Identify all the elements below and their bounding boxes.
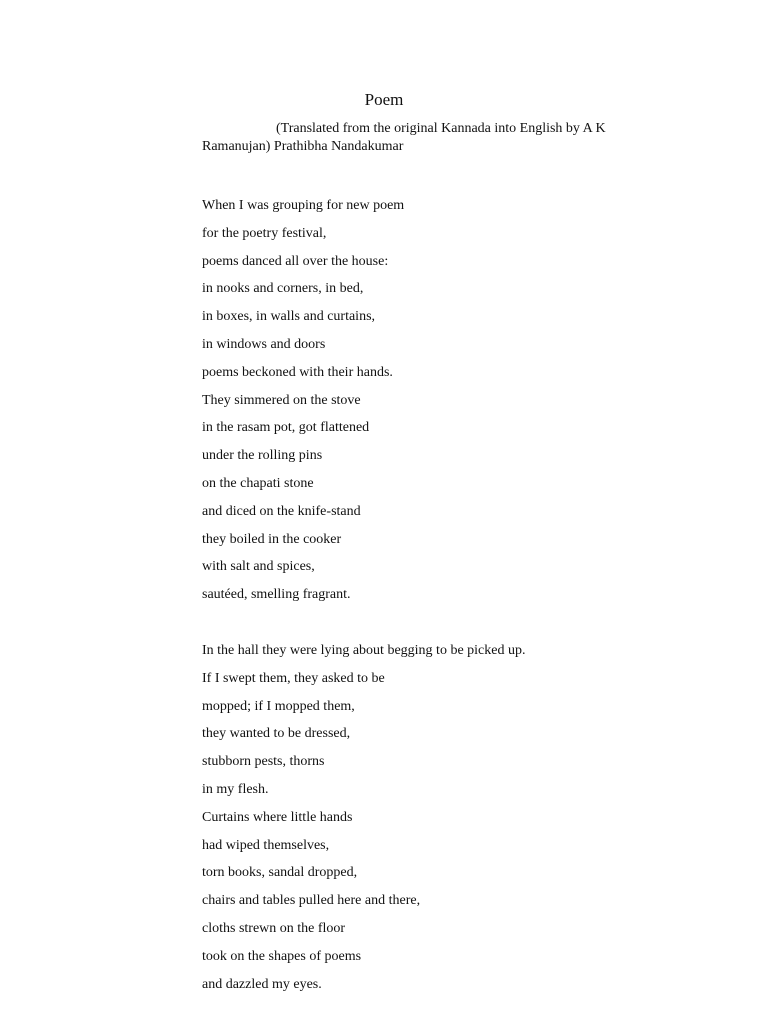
poem-line: When I was grouping for new poem <box>202 198 405 213</box>
poem-line: mopped; if I mopped them, <box>202 698 355 714</box>
poem-line: sautéed, smelling fragrant. <box>202 587 351 603</box>
poem-line: with salt and spices, <box>202 559 315 575</box>
poem-line: in boxes, in walls and curtains, <box>202 309 376 325</box>
poem-line: poems danced all over the house: <box>202 253 389 269</box>
poem-line: cloths strewn on the floor <box>202 920 346 936</box>
poem-line: in nooks and corners, in bed, <box>202 281 364 297</box>
poem-title-text: Poem <box>364 90 404 109</box>
poem-line: under the rolling pins <box>202 448 323 464</box>
poem-line: they boiled in the cooker <box>202 531 342 547</box>
poem-body <box>202 192 682 998</box>
poem-line: took on the shapes of poems <box>202 948 362 964</box>
poem-line: poems beckoned with their hands. <box>202 364 393 380</box>
poem-line: in my flesh. <box>202 781 269 797</box>
poem-line: In the hall they were lying about begging to be picked up. <box>202 642 526 658</box>
poem-line: torn books, sandal dropped, <box>202 865 358 881</box>
poem-line: in the rasam pot, got flattened <box>202 420 370 436</box>
poem-line: and dazzled my eyes. <box>202 976 322 992</box>
poem-line: in windows and doors <box>202 336 326 352</box>
poem-line: chairs and tables pulled here and there, <box>202 893 421 909</box>
poem-line: for the poetry festival, <box>202 225 327 241</box>
poem-line: on the chapati stone <box>202 475 314 491</box>
poem-line: They simmered on the stove <box>202 392 361 408</box>
poem-subtitle: (Translated from the original Kannada into English by A K Ramanujan) Prathibha Nandakumar <box>202 121 606 154</box>
poem-stanza <box>202 192 682 609</box>
poem-line: stubborn pests, thorns <box>202 754 325 770</box>
poem-line: had wiped themselves, <box>202 837 330 853</box>
poem-title <box>0 89 768 111</box>
poem-line: Curtains where little hands <box>202 809 353 825</box>
poem-stanza <box>202 637 682 998</box>
poem-line: and diced on the knife-stand <box>202 503 361 519</box>
poem-line: If I swept them, they asked to be <box>202 670 385 686</box>
poem-line: they wanted to be dressed, <box>202 726 351 742</box>
